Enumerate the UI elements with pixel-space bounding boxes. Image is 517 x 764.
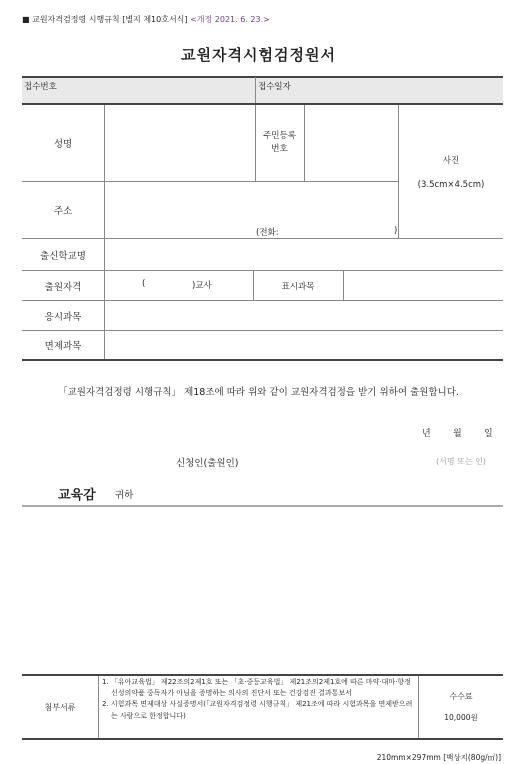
name-label: 성명 bbox=[53, 139, 73, 150]
divider bbox=[22, 76, 503, 78]
rrn-field[interactable] bbox=[305, 105, 398, 181]
addressee-suffix: 귀하 bbox=[115, 490, 134, 501]
name-field[interactable] bbox=[105, 105, 255, 181]
attachment-item-2: 2. 시험과목 면제대상 사실증명서(「교원자격검정령 시행규칙」 제21조에 따라 시험과목을 면제받으려는 사람으로 한정합니다) bbox=[102, 700, 413, 720]
form-header bbox=[22, 14, 270, 25]
phone-close: ) bbox=[394, 226, 398, 236]
exempt-subject-label: 면제과목 bbox=[44, 341, 82, 352]
photo-box[interactable] bbox=[399, 105, 503, 238]
date-year: 년 bbox=[422, 429, 431, 439]
divider bbox=[22, 505, 503, 507]
exam-subject-label: 응시과목 bbox=[44, 311, 82, 323]
address-field[interactable] bbox=[105, 182, 398, 238]
divider bbox=[98, 676, 99, 738]
receipt-number-label: 접수번호 bbox=[24, 82, 57, 92]
fee-label: 수수료 bbox=[449, 692, 473, 701]
phone-label: (전화: bbox=[256, 228, 279, 238]
address-label: 주소 bbox=[53, 206, 73, 217]
school-label: 출신학교명 bbox=[40, 250, 86, 262]
addressee-name: 교육감 bbox=[58, 488, 96, 503]
qualification-suffix: )교사 bbox=[192, 281, 212, 291]
display-subject-label: 표시과목 bbox=[281, 281, 315, 292]
law-reference: ■ 교원자격검정령 시행규칙 [별지 제10호서식] bbox=[22, 15, 188, 24]
photo-label: 사진 bbox=[442, 155, 460, 166]
attachment-item-1: 1. 「유아교육법」 제22조의2제1호 또는 「초·중등교육법」 제21조의2제1호에 따른 마약·대마·향정신성의약품 중독자가 아님을 증명하는 의사의 진단서 또는 건강검진 결과통보서 bbox=[102, 678, 411, 698]
qualification-label: 출원자격 bbox=[44, 281, 82, 293]
fee-value: 10,000원 bbox=[444, 713, 478, 722]
photo-size: (3.5cm×4.5cm) bbox=[417, 179, 485, 190]
divider bbox=[22, 738, 503, 740]
qualification-paren: ( bbox=[142, 279, 146, 289]
applicant-label: 신청인(출원인) bbox=[176, 458, 239, 469]
divider bbox=[22, 359, 503, 361]
receipt-date-label: 접수일자 bbox=[258, 82, 291, 92]
qualification-field[interactable] bbox=[150, 274, 190, 296]
exempt-subject-field[interactable] bbox=[105, 331, 503, 359]
rrn-label: 주민등록 번호 bbox=[263, 131, 296, 154]
school-field[interactable] bbox=[105, 239, 503, 270]
attachments-label: 첨부서류 bbox=[44, 702, 76, 712]
exam-subject-field[interactable] bbox=[105, 301, 503, 330]
paper-spec: 210mm×297mm [백상지(80g/㎡)] bbox=[376, 753, 501, 762]
fee-box bbox=[419, 676, 503, 738]
divider bbox=[255, 77, 256, 103]
revision-date: <개정 2021. 6. 23.> bbox=[190, 15, 270, 24]
date-month: 월 bbox=[453, 429, 462, 439]
attachments-list bbox=[102, 677, 414, 722]
display-subject-field[interactable] bbox=[344, 271, 503, 300]
date-day: 일 bbox=[484, 429, 493, 439]
page-title: 교원자격시험검정원서 bbox=[181, 46, 336, 64]
application-statement: 「교원자격검정령 시행규칙」 제18조에 따라 위와 같이 교원자격검정을 받기 위하여 출원합니다. bbox=[58, 387, 459, 398]
signature-note[interactable]: (서명 또는 인) bbox=[436, 457, 486, 466]
